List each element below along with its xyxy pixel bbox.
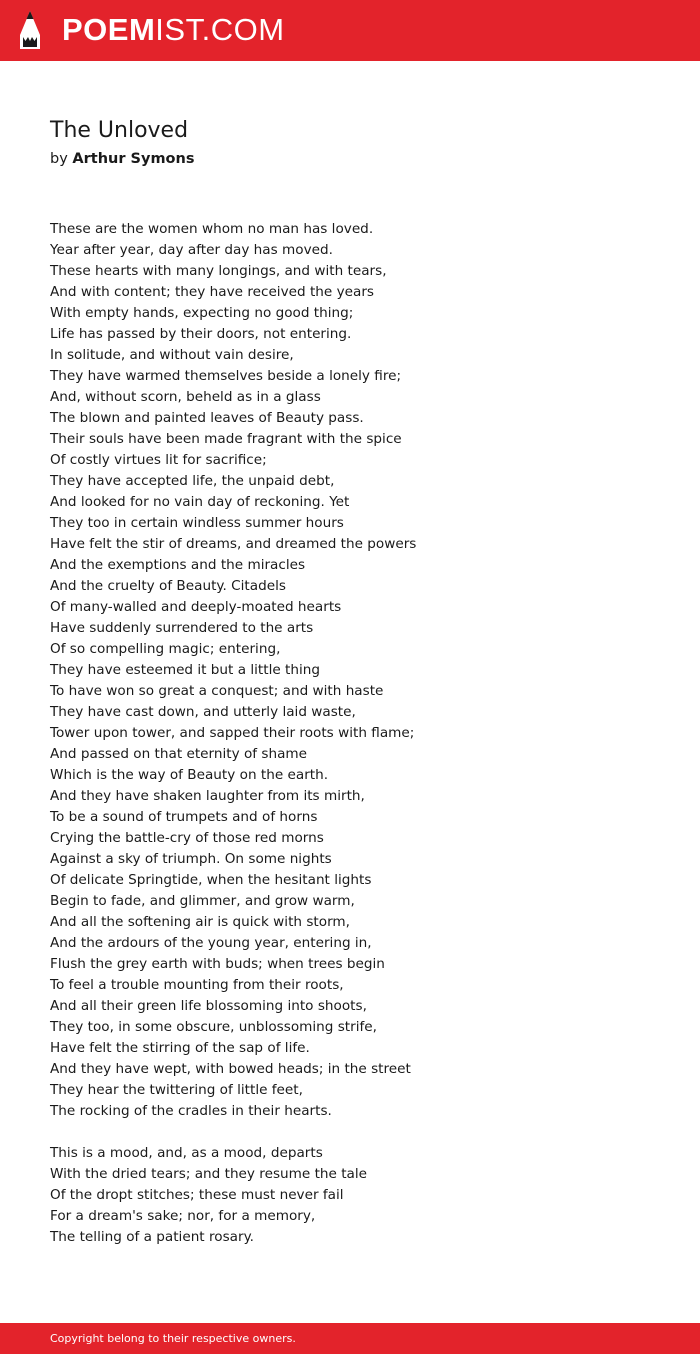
- poem-line: And passed on that eternity of shame: [50, 746, 308, 762]
- poem-line: They have esteemed it but a little thing: [50, 662, 320, 678]
- poem-line: Of the dropt stitches; these must never fail: [50, 1187, 344, 1203]
- copyright-text: Copyright belong to their respective owners.: [50, 1332, 296, 1345]
- poem-title: The Unloved: [50, 118, 189, 143]
- poem-line: Begin to fade, and glimmer, and grow warm,: [50, 893, 355, 909]
- poem-line: The rocking of the cradles in their hearts.: [50, 1103, 332, 1119]
- poem-line: They have cast down, and utterly laid waste,: [50, 704, 356, 720]
- poem-line: Tower upon tower, and sapped their roots with flame;: [50, 725, 415, 741]
- poem-line: And the exemptions and the miracles: [50, 557, 306, 573]
- poem-line: The telling of a patient rosary.: [50, 1229, 254, 1245]
- poem-line: And all their green life blossoming into shoots,: [50, 998, 367, 1014]
- poem-stanza: [50, 219, 670, 1122]
- poem-line: With the dried tears; and they resume the tale: [50, 1166, 367, 1182]
- poem-line: In solitude, and without vain desire,: [50, 347, 294, 363]
- pencil-icon[interactable]: [18, 9, 42, 51]
- poem-line: Of delicate Springtide, when the hesitant lights: [50, 872, 372, 888]
- poem-line: Against a sky of triumph. On some nights: [50, 851, 332, 867]
- poem-line: They have warmed themselves beside a lonely fire;: [50, 368, 402, 384]
- poem-line: To be a sound of trumpets and of horns: [50, 809, 318, 825]
- poem-line: Crying the battle-cry of those red morns: [50, 830, 324, 846]
- site-footer: [0, 1323, 700, 1354]
- poem-line: And they have wept, with bowed heads; in the street: [50, 1061, 411, 1077]
- poem-line: And looked for no vain day of reckoning. Yet: [50, 494, 350, 510]
- poem-line: Have felt the stir of dreams, and dreamed the powers: [50, 536, 417, 552]
- poem-line: These are the women whom no man has loved.: [50, 221, 374, 237]
- logo-bold-text: POEM: [62, 12, 156, 47]
- poem-line: To feel a trouble mounting from their roots,: [50, 977, 344, 993]
- poem-line: Life has passed by their doors, not entering.: [50, 326, 352, 342]
- site-header: [0, 0, 700, 61]
- logo-light-text: IST.COM: [155, 12, 285, 47]
- poem-line: Which is the way of Beauty on the earth.: [50, 767, 329, 783]
- poem-line: They hear the twittering of little feet,: [50, 1082, 303, 1098]
- poem-line: With empty hands, expecting no good thing;: [50, 305, 354, 321]
- poem-line: To have won so great a conquest; and with haste: [50, 683, 384, 699]
- poem-line: Year after year, day after day has moved.: [50, 242, 333, 258]
- site-logo[interactable]: [62, 13, 285, 47]
- poem-line: Have felt the stirring of the sap of life.: [50, 1040, 310, 1056]
- poem-line: The blown and painted leaves of Beauty pass.: [50, 410, 364, 426]
- poem-line: And the cruelty of Beauty. Citadels: [50, 578, 286, 594]
- poem-line: And the ardours of the young year, entering in,: [50, 935, 372, 951]
- author-name[interactable]: Arthur Symons: [72, 151, 195, 167]
- poem-line: Flush the grey earth with buds; when trees begin: [50, 956, 385, 972]
- poem-line: Their souls have been made fragrant with the spice: [50, 431, 402, 447]
- poem-body: [50, 219, 670, 1269]
- poem-line: These hearts with many longings, and with tears,: [50, 263, 387, 279]
- poem-line: They have accepted life, the unpaid debt,: [50, 473, 335, 489]
- poem-line: Of so compelling magic; entering,: [50, 641, 281, 657]
- poem-line: And they have shaken laughter from its mirth,: [50, 788, 365, 804]
- poem-line: For a dream's sake; nor, for a memory,: [50, 1208, 316, 1224]
- poem-line: This is a mood, and, as a mood, departs: [50, 1145, 323, 1161]
- poem-line: And with content; they have received the years: [50, 284, 374, 300]
- poem-line: And all the softening air is quick with storm,: [50, 914, 350, 930]
- poem-stanza: [50, 1143, 670, 1248]
- byline: [50, 149, 194, 169]
- poem-line: Of costly virtues lit for sacrifice;: [50, 452, 267, 468]
- poem-line: Of many-walled and deeply-moated hearts: [50, 599, 342, 615]
- poem-line: They too in certain windless summer hours: [50, 515, 344, 531]
- poem-line: They too, in some obscure, unblossoming strife,: [50, 1019, 377, 1035]
- by-label: by: [50, 151, 68, 167]
- poem-line: Have suddenly surrendered to the arts: [50, 620, 314, 636]
- poem-line: And, without scorn, beheld as in a glass: [50, 389, 321, 405]
